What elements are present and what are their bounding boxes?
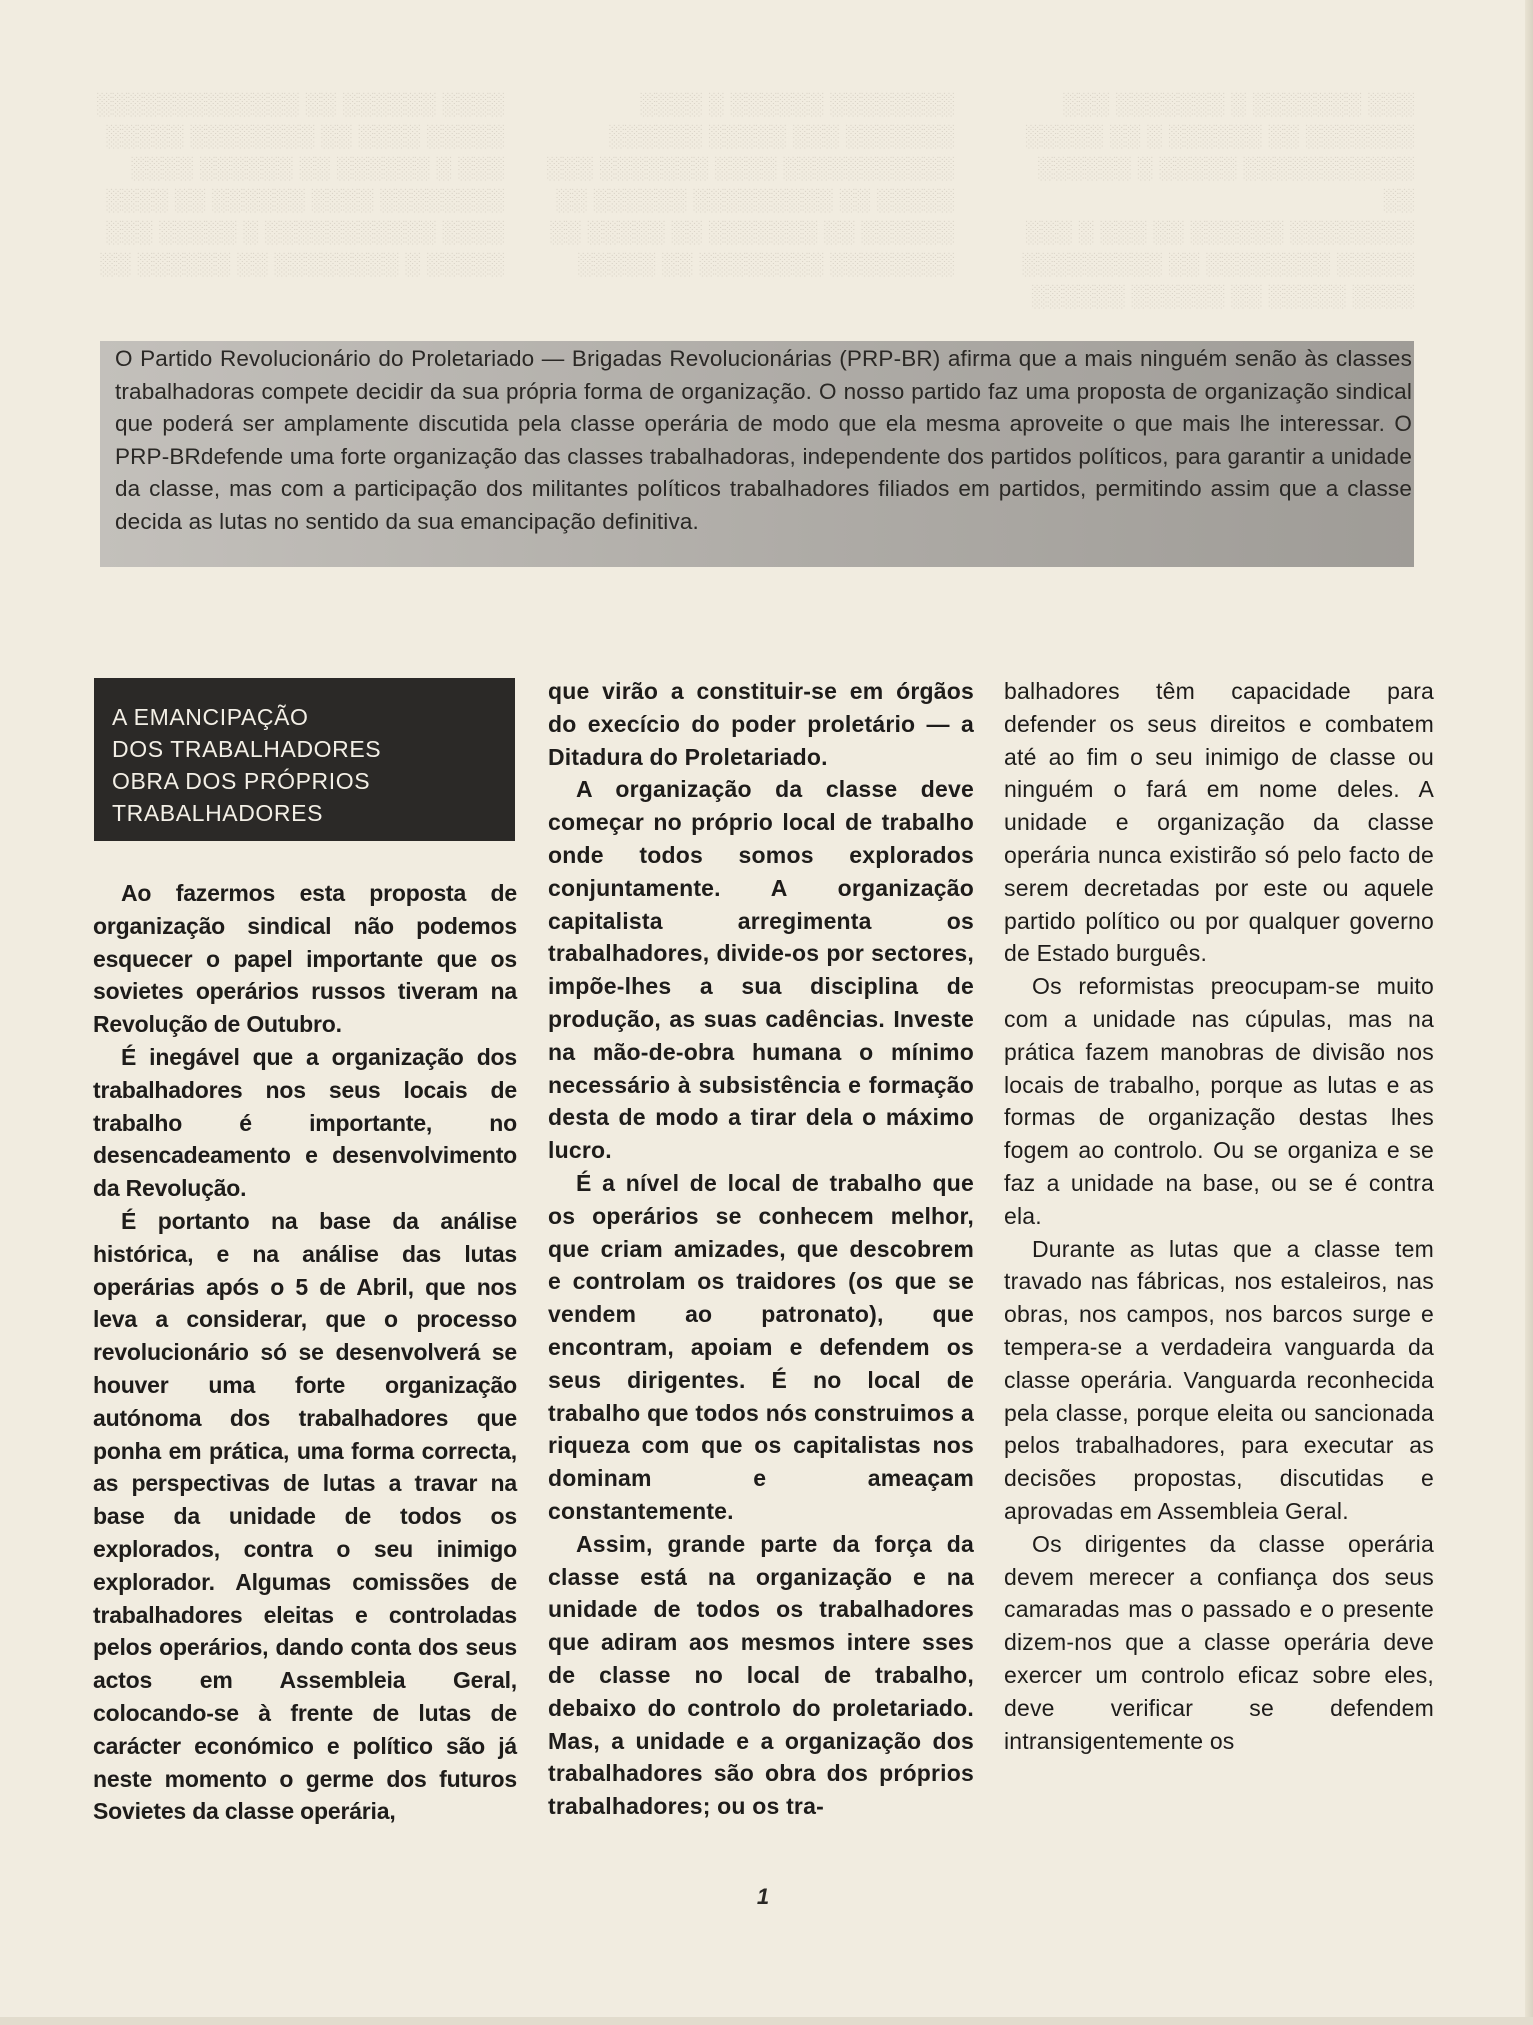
show-through-text: ░░░ ░░░░░░░ ░ ░░░░░░░ ░░░ ░░░░░░░ ░░ ░░░░░░ ░ ░░ ░░░░░ ░░░░░░░░░░░ ░░░░░ ░ ░░░░░░ ░░ ░░░░░░░░ ░░░░░░ ░░ ░░░ ░ ░░░ ░░░░░ ░░░░░░░░ ░░ ░░░░░░░░░ ░░░░ ░░░░░ ░░ ░░░░░░ ░░░░░░	[1022, 91, 1415, 308]
page-edge-bottom	[0, 2017, 1533, 2025]
paragraph: A organização da classe deve começar no próprio local de trabalho onde todos somos explorados conjuntamente. A organização capitalista arregimenta os trabalhadores, divide-os por sectores, impõe-lhes a sua disciplina de produção, as suas cadências. Investe na mão-de-obra humana o mínimo necessário à subsistência e formação desta de modo a tirar dela o máximo lucro.	[548, 776, 974, 1164]
paragraph: Assim, grande parte da força da classe está na organização e na unidade de todos os trabalhadores que adiram aos mesmos intere sses de classe no local de trabalho, debaixo do controlo do proletariado. Mas, a unidade e a organização dos trabalhadores são obra dos próprios trabalhadores; ou os tra-	[548, 1530, 974, 1820]
paragraph: É inegável que a organização dos trabalhadores nos seus locais de trabalho é importante, no desencadeamento e desenvolvimento da Revolução.	[93, 1043, 517, 1202]
article-column-1	[93, 877, 517, 1828]
paragraph: que virão a constituir-se em órgãos do execício do poder proletário — a Ditadura do Proletariado.	[548, 678, 974, 770]
paragraph: Os dirigentes da classe operária devem merecer a confiança dos seus camaradas mas o passado e o presente dizem-nos que a classe operária deve exercer um controlo eficaz sobre eles, deve verificar se defendem intransigentemente os	[1004, 1530, 1434, 1754]
heading-line: OBRA DOS PRÓPRIOS	[112, 768, 371, 794]
heading-line: DOS TRABALHADORES	[112, 736, 382, 762]
paragraph: Durante as lutas que a classe tem travado nas fábricas, nos estaleiros, nas obras, nos campos, nos barcos surge e tempera-se a verdadeira vanguarda da classe operária. Vanguarda reconhecida pela classe, porque eleita ou sancionada pelos trabalhadores, para executar as decisões propostas, discutidas e aprovadas em Assembleia Geral.	[1004, 1235, 1434, 1524]
paragraph: Os reformistas preocupam-se muito com a unidade nas cúpulas, mas na prática fazem manobras de divisão nos locais de trabalho, porque as lutas e as formas de organização destas lhes fogem ao controlo. Ou se organiza e se faz a unidade na base, ou se é contra ela.	[1004, 973, 1434, 1229]
heading-line: TRABALHADORES	[112, 800, 324, 826]
section-heading	[94, 678, 515, 841]
heading-line: A EMANCIPAÇÃO	[112, 704, 309, 730]
paragraph: É portanto na base da análise histórica, e na análise das lutas operárias após o 5 de Abril, que nos leva a considerar, que o processo revolucionário só se desenvolverá se houver uma forte organização autónoma dos trabalhadores que ponha em prática, uma forma correcta, as perspectivas de lutas a travar na base da unidade de todos os explorados, contra o seu inimigo explorador. Algumas comissões de trabalhadores eleitas e controladas pelos operários, dando conta dos seus actos em Assembleia Geral, colocando-se à frente de lutas de carácter económico e político são já neste momento o germe dos futuros Sovietes da classe operária,	[93, 1207, 517, 1825]
paragraph: É a nível de local de trabalho que os operários se conhecem melhor, que criam amizades, que descobrem e controlam os traidores (os que se vendem ao patronato), que encontram, apoiam e defendem os seus dirigentes. É no local de trabalho que todos nós construimos a riqueza com que os capitalistas nos dominam e ameaçam constantemente.	[548, 1169, 974, 1524]
paragraph: balhadores têm capacidade para defender os seus direitos e combatem até ao fim o seu inimigo de classe ou ninguém o fará em nome deles. A unidade e organização da classe operária nunca existirão só pelo facto de serem decretadas por este ou aquele partido político ou por qualquer governo de Estado burguês.	[1004, 678, 1434, 967]
article-column-3	[1004, 675, 1434, 1757]
intro-paragraph: O Partido Revolucionário do Proletariado — Brigadas Revolucionárias (PRP-BR) afirma que a mais ninguém senão às classes trabalhadoras compete decidir da sua própria forma de organização. O nosso partido faz uma proposta de organização sindical que poderá ser amplamente discutida pela classe operária de modo que ela mesma aproveite o que mais lhe interessar. O PRP-BRdefende uma forte organização das classes trabalhadoras, independente dos partidos políticos, para garantir a unidade da classe, mas com a participação dos militantes políticos trabalhadores filiados em partidos, permitindo assim que a classe decida as lutas no sentido da sua emancipação definitiva.	[115, 346, 1412, 534]
article-column-2	[548, 675, 974, 1823]
page-edge	[1525, 0, 1533, 2025]
page-number: 1	[756, 1884, 770, 1909]
paragraph: Ao fazermos esta proposta de organização sindical não podemos esquecer o papel importante que os sovietes operários russos tiveram na Revolução de Outubro.	[93, 880, 517, 1038]
show-through-text: ░░░░ ░░░░░░ ░░ ░░░░░░░░░░░░░ ░░░░░ ░░░░ ░░ ░░░░░░░░ ░░░░░ ░░░ ░ ░░░░░░ ░░ ░░░░░░ ░░░░ ░░░░░░░░ ░░░░ ░░░░░░ ░░ ░░░░ ░░░░ ░░░░░░░░░░░ ░ ░░░░░ ░░░ ░░░░░ ░ ░░░░░░░░ ░░ ░░░░░░ ░░	[96, 91, 505, 276]
show-through-text: ░░░░░░░░ ░░░░░░ ░ ░░░░ ░░░░░░░ ░░░ ░░░░░ ░░░░░░ ░░░░░░░░░░░ ░░░░ ░░░░░░░ ░░░ ░░░░░ ░░ ░░░░░░░░░ ░░░░░░ ░░ ░░░░░░ ░░ ░░░░░░░ ░░ ░░░░░ ░░ ░░░░░░░░ ░░░░░░░░ ░░ ░░░░░	[546, 91, 955, 276]
